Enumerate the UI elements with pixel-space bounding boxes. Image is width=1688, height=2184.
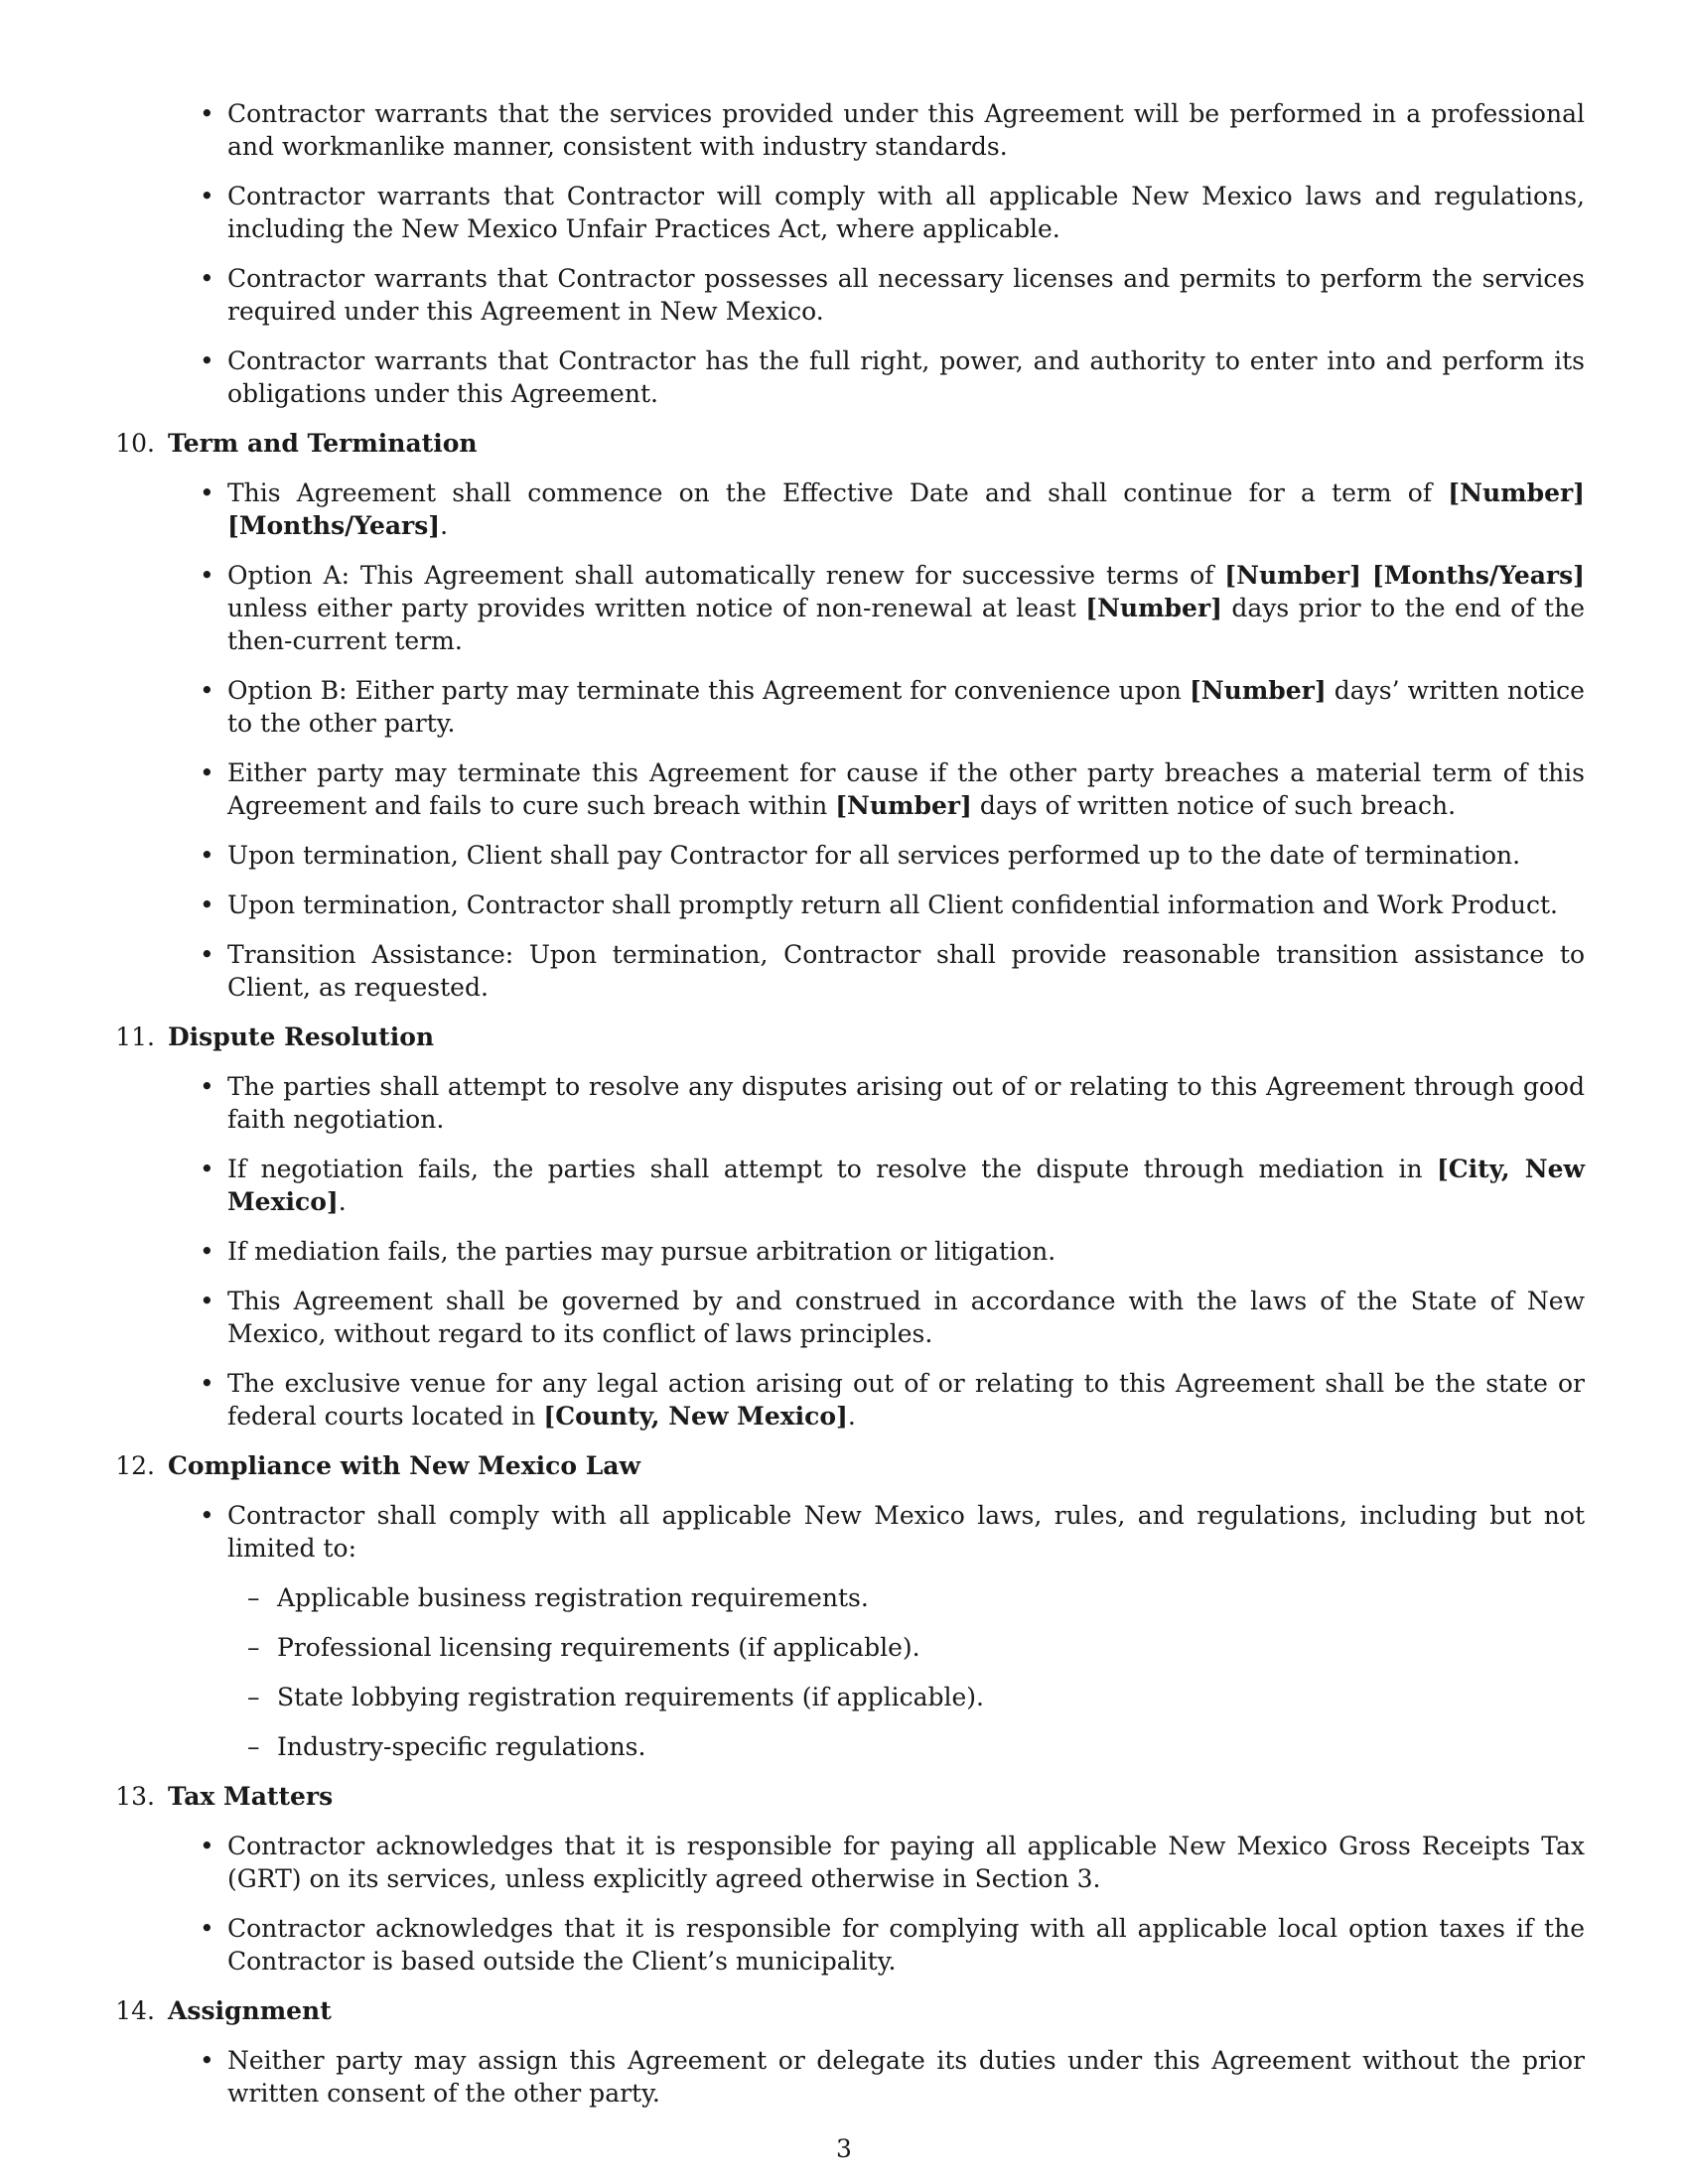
list-item: • Upon termination, Client shall pay Contractor for all services performed up to the date of termination.: [227, 839, 1585, 872]
section-heading: [111, 1449, 1585, 1482]
list-item: • This Agreement shall commence on the Effective Date and shall continue for a term of [Number] [Months/Years].: [227, 477, 1585, 542]
placeholder-field: [Number]: [1448, 478, 1585, 507]
section-title: Dispute Resolution: [168, 1023, 435, 1051]
placeholder-field: [City, New Mexico]: [227, 1155, 1585, 1216]
sub-list-item: – Professional licensing requirements (if applicable).: [277, 1631, 1585, 1664]
section-number: 14.: [115, 1996, 155, 2025]
list-item: • If mediation fails, the parties may pursue arbitration or litigation.: [227, 1235, 1585, 1268]
list-item: • The parties shall attempt to resolve any disputes arising out of or relating to this Agreement through good faith negotiation.: [227, 1070, 1585, 1136]
section-bullet-list: [111, 477, 1585, 1004]
section-bullet-list: [111, 2044, 1585, 2110]
section-title: Compliance with New Mexico Law: [168, 1451, 641, 1480]
section-heading: [111, 1780, 1585, 1813]
list-item: • The exclusive venue for any legal action arising out of or relating to this Agreement shall be the state or federal courts located in [County, New Mexico].: [227, 1367, 1585, 1433]
section-title: Tax Matters: [168, 1782, 334, 1811]
section-number: 10.: [115, 429, 155, 458]
document-body: [111, 97, 1585, 2126]
list-item: • Contractor warrants that the services provided under this Agreement will be performed in a professional and workmanlike manner, consistent with industry standards.: [227, 97, 1585, 163]
warranty-bullet-list: [111, 97, 1585, 410]
section-term-and-termination: [111, 427, 1585, 1004]
placeholder-field: [Number]: [1189, 676, 1327, 705]
section-title: Term and Termination: [168, 429, 478, 458]
list-item: • Contractor shall comply with all applicable New Mexico laws, rules, and regulations, including but not limited to: – Applicable business registration requirements. – Professional licensing requirements (if applicable). – State lobbying registration requirements (if applicable). – Industry-specific regulations.: [227, 1499, 1585, 1763]
section-bullet-list: [111, 1830, 1585, 1978]
section-title: Assignment: [168, 1996, 332, 2025]
sub-list-item: – Applicable business registration requirements.: [277, 1581, 1585, 1614]
section-compliance: [111, 1449, 1585, 1763]
list-item: • Contractor warrants that Contractor will comply with all applicable New Mexico laws and regulations, including the New Mexico Unfair Practices Act, where applicable.: [227, 180, 1585, 245]
list-item: • Contractor warrants that Contractor possesses all necessary licenses and permits to perform the services required under this Agreement in New Mexico.: [227, 262, 1585, 328]
sub-list-item: – Industry-specific regulations.: [277, 1730, 1585, 1763]
placeholder-field: [Number]: [1085, 594, 1222, 622]
section-number: 11.: [115, 1023, 155, 1051]
section-bullet-list: [111, 1070, 1585, 1433]
page-number: 3: [836, 2134, 852, 2163]
section-tax-matters: [111, 1780, 1585, 1978]
list-item: • Contractor acknowledges that it is responsible for complying with all applicable local option taxes if the Contractor is based outside the Client’s municipality.: [227, 1912, 1585, 1978]
section-heading: [111, 427, 1585, 460]
section-assignment: [111, 1994, 1585, 2110]
section-heading: [111, 1021, 1585, 1053]
section-number: 13.: [115, 1782, 155, 1811]
sub-list-item: – State lobbying registration requirements (if applicable).: [277, 1681, 1585, 1713]
list-item: • If negotiation fails, the parties shall attempt to resolve the dispute through mediation in [City, New Mexico].: [227, 1153, 1585, 1218]
section-dispute-resolution: [111, 1021, 1585, 1433]
list-item: • Option A: This Agreement shall automatically renew for successive terms of [Number] [Months/Years] unless either party provides written notice of non-renewal at least [Number] days prior to the end of the then-current term.: [227, 559, 1585, 657]
list-item: • Option B: Either party may terminate this Agreement for convenience upon [Number] days’ written notice to the other party.: [227, 674, 1585, 740]
placeholder-field: [Number]: [835, 791, 972, 820]
list-item: • This Agreement shall be governed by and construed in accordance with the laws of the State of New Mexico, without regard to its conflict of laws principles.: [227, 1285, 1585, 1350]
sub-list: [227, 1581, 1585, 1763]
list-item: • Transition Assistance: Upon termination, Contractor shall provide reasonable transition assistance to Client, as requested.: [227, 938, 1585, 1004]
placeholder-field: [Months/Years]: [227, 511, 441, 540]
list-item: • Upon termination, Contractor shall promptly return all Client confidential information and Work Product.: [227, 888, 1585, 921]
section-bullet-list: [111, 1499, 1585, 1763]
list-item: • Contractor acknowledges that it is responsible for paying all applicable New Mexico Gross Receipts Tax (GRT) on its services, unless explicitly agreed otherwise in Section 3.: [227, 1830, 1585, 1895]
placeholder-field: [County, New Mexico]: [543, 1402, 848, 1431]
list-item: • Contractor warrants that Contractor has the full right, power, and authority to enter into and perform its obligations under this Agreement.: [227, 344, 1585, 410]
list-item: • Neither party may assign this Agreement or delegate its duties under this Agreement without the prior written consent of the other party.: [227, 2044, 1585, 2110]
placeholder-field: [Months/Years]: [1371, 561, 1585, 590]
placeholder-field: [Number]: [1224, 561, 1361, 590]
section-number: 12.: [115, 1451, 155, 1480]
section-heading: [111, 1994, 1585, 2027]
list-item: • Either party may terminate this Agreement for cause if the other party breaches a material term of this Agreement and fails to cure such breach within [Number] days of written notice of such breach.: [227, 756, 1585, 822]
